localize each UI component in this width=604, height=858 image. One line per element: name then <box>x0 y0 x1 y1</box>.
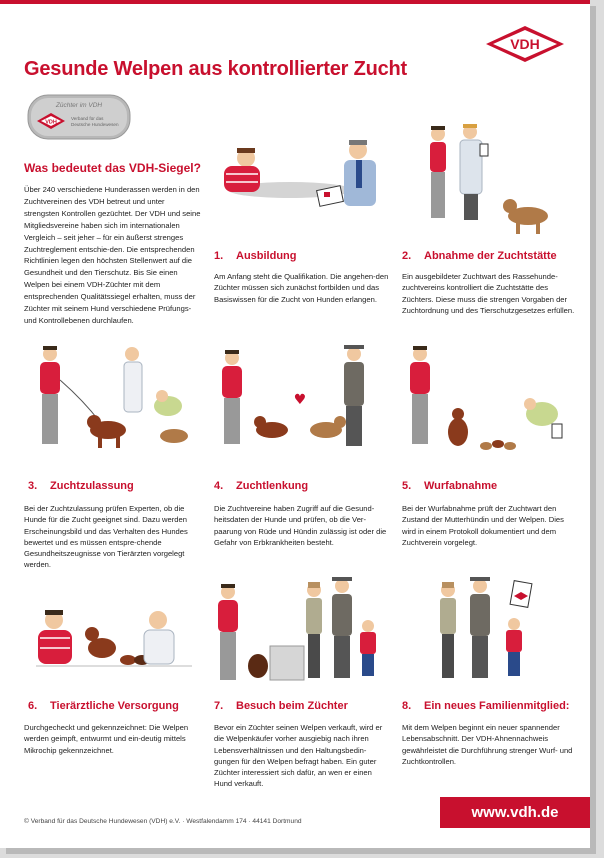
step-8-heading <box>402 700 569 712</box>
step-8-text: Mit dem Welpen beginnt ein neuer spannender Lebensabschnitt. Der VDH-Ahnennachweis gewährleistet die Durchführung strenger Wurf- und Zuchtkontrollen. <box>402 723 573 766</box>
svg-text:♥: ♥ <box>293 392 307 408</box>
step-4-number: 4. <box>214 480 224 492</box>
step-3-number: 3. <box>28 480 38 492</box>
step-7-heading <box>214 700 348 712</box>
illustration-training <box>216 120 388 238</box>
page-shadow-right <box>590 6 596 852</box>
step-2-number: 2. <box>402 250 412 262</box>
step-2-heading <box>402 250 557 262</box>
vdh-logo <box>484 24 566 64</box>
step-3-title: Zuchtzulassung <box>50 480 134 492</box>
step-6-text: Durchgecheckt und gekennzeichnet: Die Welpen werden geimpft, entwurmt und ein-deutig mittels Mikrochip gekennzeichnet. <box>24 723 189 755</box>
page-shadow-bottom <box>6 848 596 854</box>
illustration-breeder-visit <box>214 574 386 692</box>
step-1-title: Ausbildung <box>236 250 297 262</box>
footer-copyright: © Verband für das Deutsche Hundewesen (VDH) e.V. · Westfalendamm 174 · 44141 Dortmund <box>24 818 302 825</box>
seal-line-3: Deutsche Hundewesen <box>71 122 119 127</box>
illustration-breeding-approval <box>28 340 200 458</box>
step-1-number: 1. <box>214 250 224 262</box>
website-link[interactable]: www.vdh.de <box>440 797 590 828</box>
vdh-logo-text: VDH <box>510 36 540 52</box>
step-2-title: Abnahme der Zuchtstätte <box>424 250 557 262</box>
intro-heading: Was bedeutet das VDH-Siegel? <box>24 161 201 175</box>
seal-line-2: Verband für das <box>71 116 104 121</box>
step-6-number: 6. <box>28 700 38 712</box>
illustration-new-family-member <box>402 574 574 692</box>
step-7-number: 7. <box>214 700 224 712</box>
step-5-number: 5. <box>402 480 412 492</box>
step-5-text: Bei der Wurfabnahme prüft der Zuchtwart den Zustand der Mutterhündin und der Welpen. Dies wird in einem Protokoll dokumentiert und dem Zuchtverein vorgelegt. <box>402 504 564 547</box>
step-4-title: Zuchtlenkung <box>236 480 309 492</box>
vdh-seal-badge <box>27 94 131 140</box>
step-8-number: 8. <box>402 700 412 712</box>
illustration-litter-inspection <box>402 340 574 458</box>
svg-text:VDH: VDH <box>45 119 57 126</box>
step-8-title: Ein neues Familienmitglied: <box>424 700 570 712</box>
step-3-text: Bei der Zuchtzulassung prüfen Experten, ob die Hunde für die Zucht geeignet sind. Dazu werden Erscheinungsbild und das Verhalten des Hundes bewertet und es müssen entspre-chende Gesundheitszeugnisse von Tierärzten vorgelegt werden. <box>24 504 188 570</box>
illustration-breeding-guidance <box>214 340 386 458</box>
step-5-heading <box>402 480 497 492</box>
illustration-vet-care <box>28 574 200 692</box>
step-7-title: Besuch beim Züchter <box>236 700 348 712</box>
top-red-bar <box>0 0 590 4</box>
step-1-heading <box>214 250 297 262</box>
seal-line-1: Züchter im VDH <box>55 102 103 109</box>
step-5-title: Wurfabnahme <box>424 480 498 492</box>
step-1-text: Am Anfang steht die Qualifikation. Die angehen-den Züchter müssen sich zunächst fortbilden und das Basiswissen für die Zucht von Hunden erlangen. <box>214 272 389 304</box>
step-4-text: Die Zuchtvereine haben Zugriff auf die Gesund-heitsdaten der Hunde und prüfen, ob die Ver-paarung von Rüde und Hündin zulässig ist oder die Gefahr von Erbkrankheiten besteht. <box>214 504 387 547</box>
step-2-text: Ein ausgebildeter Zuchtwart des Rassehunde-zuchtvereins kontrolliert die Zuchtstätte des Züchters. Diese muss die strengen Vorgaben der Zuchtordnung und des Tierschutzgesetzes erfüllen. <box>402 272 575 315</box>
step-7-text: Bevor ein Züchter seinen Welpen verkauft, wird er die Welpenkäufer vorher ausgiebig nach ihren Lebensverhältnissen und den Haltungsbedin-gungen für den Welpen befragt haben. Ein guter Züchter interessiert sich dafür, an wen er einen Hund verkauft. <box>214 723 383 789</box>
step-6-title: Tierärztliche Versorgung <box>50 700 179 712</box>
page-title: Gesunde Welpen aus kontrollierter Zucht <box>24 58 408 80</box>
step-4-heading <box>214 480 308 492</box>
step-6-heading <box>28 700 179 712</box>
step-3-heading <box>28 480 134 492</box>
illustration-kennel-inspection <box>402 120 574 238</box>
intro-text: Über 240 verschiedene Hunderassen werden in den Zuchtvereinen des VDH betreut und unter strengsten Kontrollen gezüchtet. Der VDH und seine Mitgliedsvereine haben sich im internationalen Vergleich – seit jeher – für ein äußerst strenges Zuchtreglement entschie-den. Die entsprechenden Richtlinien legen den höchsten Stellenwert auf die Gesundheit und den Tierschutz. Bis Sie einen Welpen bei einem VDH-Züchter mit dem entsprechenden Qualitätssiegel erhalten, muss der Züchter mit seinem Hund verschiedene Prüfungs- und Kontrollebenen durchlaufen. <box>24 185 201 325</box>
